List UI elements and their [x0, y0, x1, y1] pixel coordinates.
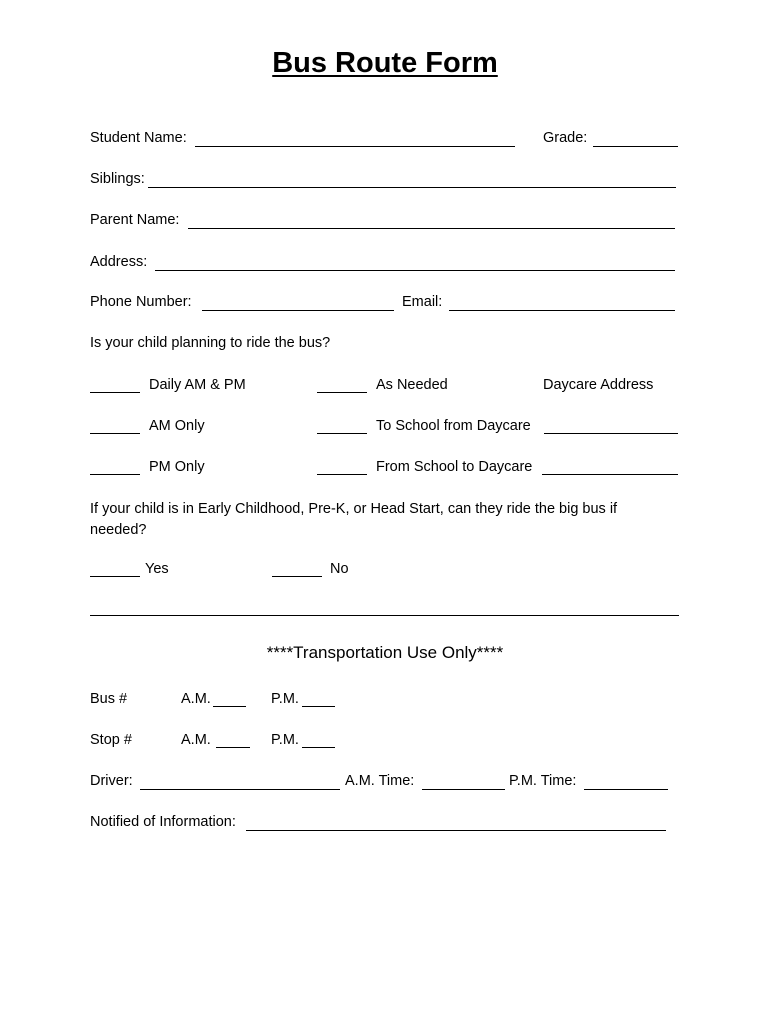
parent-name-label: Parent Name:	[90, 212, 180, 228]
daycare-address-field-1[interactable]	[544, 433, 678, 434]
phone-field[interactable]	[202, 310, 394, 311]
to-school-label: To School from Daycare	[376, 418, 531, 434]
daily-am-pm-label: Daily AM & PM	[149, 377, 246, 393]
siblings-label: Siblings:	[90, 171, 145, 187]
email-field[interactable]	[449, 310, 675, 311]
to-school-blank[interactable]	[317, 433, 367, 434]
stop-pm-label: P.M.	[271, 732, 299, 748]
notified-label: Notified of Information:	[90, 814, 236, 830]
am-only-blank[interactable]	[90, 433, 140, 434]
email-label: Email:	[402, 294, 443, 310]
daily-am-pm-blank[interactable]	[90, 392, 140, 393]
pm-time-label: P.M. Time:	[509, 773, 577, 789]
driver-field[interactable]	[140, 789, 340, 790]
siblings-field[interactable]	[148, 187, 676, 188]
address-label: Address:	[90, 254, 148, 270]
am-time-label: A.M. Time:	[345, 773, 415, 789]
stop-number-label: Stop #	[90, 732, 132, 748]
student-name-field[interactable]	[195, 146, 515, 147]
am-only-label: AM Only	[149, 418, 205, 434]
ride-question: Is your child planning to ride the bus?	[90, 335, 331, 351]
section-divider	[90, 615, 679, 616]
yes-blank[interactable]	[90, 576, 140, 577]
as-needed-blank[interactable]	[317, 392, 367, 393]
stop-am-label: A.M.	[181, 732, 211, 748]
stop-am-field[interactable]	[216, 747, 250, 748]
bus-number-label: Bus #	[90, 691, 128, 707]
from-school-label: From School to Daycare	[376, 459, 533, 475]
notified-field[interactable]	[246, 830, 666, 831]
as-needed-label: As Needed	[376, 377, 448, 393]
no-label: No	[330, 561, 349, 577]
phone-label: Phone Number:	[90, 294, 192, 310]
grade-label: Grade:	[543, 130, 588, 146]
am-time-field[interactable]	[422, 789, 505, 790]
bus-am-label: A.M.	[181, 691, 211, 707]
stop-pm-field[interactable]	[302, 747, 335, 748]
transportation-heading: ****Transportation Use Only****	[266, 643, 504, 662]
bus-pm-field[interactable]	[302, 706, 335, 707]
daycare-address-field-2[interactable]	[542, 474, 678, 475]
address-field[interactable]	[155, 270, 675, 271]
grade-field[interactable]	[593, 146, 678, 147]
big-bus-question: If your child is in Early Childhood, Pre-K, or Head Start, can they ride the big bus if needed?	[90, 501, 618, 538]
page-title: Bus Route Form	[272, 47, 498, 79]
pm-only-blank[interactable]	[90, 474, 140, 475]
parent-name-field[interactable]	[188, 228, 675, 229]
bus-am-field[interactable]	[213, 706, 246, 707]
yes-label: Yes	[145, 561, 169, 577]
no-blank[interactable]	[272, 576, 322, 577]
from-school-blank[interactable]	[317, 474, 367, 475]
student-name-label: Student Name:	[90, 130, 187, 146]
driver-label: Driver:	[90, 773, 133, 789]
daycare-address-label: Daycare Address	[543, 377, 654, 393]
pm-time-field[interactable]	[584, 789, 668, 790]
bus-pm-label: P.M.	[271, 691, 299, 707]
pm-only-label: PM Only	[149, 459, 205, 475]
